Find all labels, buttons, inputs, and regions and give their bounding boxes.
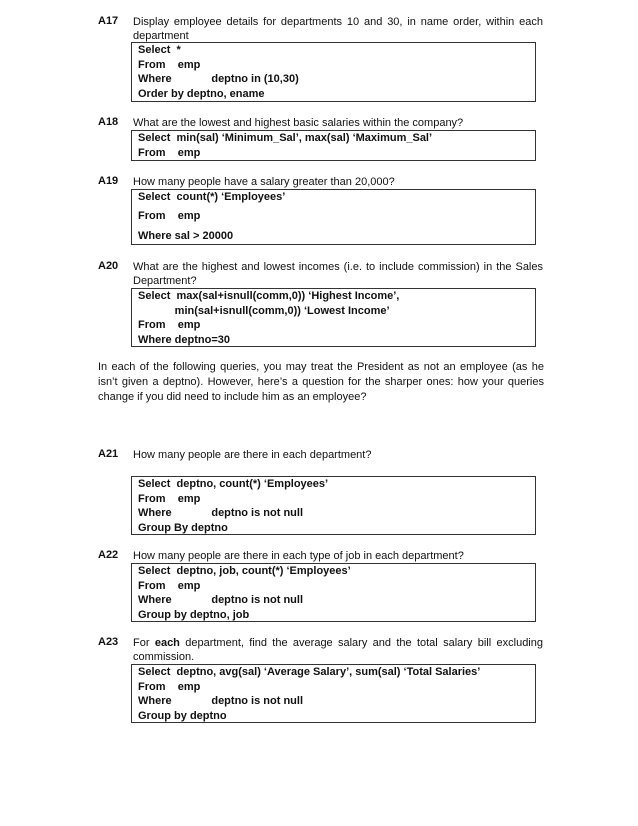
code-line: Select min(sal) ‘Minimum_Sal’, max(sal) ‘Maximum_Sal’ (138, 132, 433, 144)
question-text: What are the lowest and highest basic salaries within the company? (133, 117, 464, 129)
sql-code-box (131, 130, 536, 161)
question-text: What are the highest and lowest incomes (i.e. to include commission) in the Sales Department? (133, 261, 543, 287)
answer-id: A17 (98, 15, 119, 27)
question-emphasis: each (154, 637, 180, 649)
code-line: Where deptno in (10,30) (138, 73, 299, 85)
note-paragraph: In each of the following queries, you may treat the President as not an employee (as he isn’t given a deptno). However, here’s a question for the sharper ones: how your queries change if you did need to include him as an employee? (98, 361, 544, 403)
question-text-end: department, find the average salary and the total salary bill excluding commission. (133, 637, 543, 663)
question-text: How many people are there in each department? (133, 449, 372, 461)
code-line: From emp (138, 210, 201, 222)
answer-id: A23 (98, 636, 119, 648)
code-line: Group by deptno, job (138, 608, 250, 621)
code-line: Where deptno is not null (138, 507, 303, 519)
code-line: Group By deptno (138, 521, 228, 534)
sql-code-box (131, 476, 536, 535)
answer-id: A19 (98, 175, 119, 187)
question-text: Display employee details for departments 10 and 30, in name order, within each department (133, 16, 543, 42)
code-line: Where deptno is not null (138, 695, 303, 707)
code-line: Where deptno=30 (138, 333, 230, 346)
sql-code-box (131, 42, 536, 102)
question-text (133, 636, 543, 664)
code-line: Select count(*) ‘Employees’ (138, 191, 286, 203)
code-line: From emp (138, 58, 201, 71)
code-line: Order by deptno, ename (138, 87, 265, 100)
question-text: How many people are there in each type of job in each department? (133, 550, 464, 562)
code-line: Select max(sal+isnull(comm,0)) ‘Highest Income’, (138, 290, 400, 302)
code-line: From emp (138, 492, 201, 505)
code-line: From emp (138, 680, 201, 693)
code-line: Select deptno, job, count(*) ‘Employees’ (138, 565, 351, 577)
sql-code-box (131, 563, 536, 622)
sql-code-box (131, 189, 536, 245)
code-line: Where sal > 20000 (138, 230, 234, 242)
code-line: From emp (138, 579, 201, 592)
code-line: Select deptno, avg(sal) ‘Average Salary’, sum(sal) ‘Total Salaries’ (138, 666, 481, 678)
code-line: Group by deptno (138, 709, 227, 722)
answer-id: A20 (98, 260, 119, 272)
answer-id: A18 (98, 116, 119, 128)
code-line: Select * (138, 44, 181, 56)
code-line: From emp (138, 319, 201, 331)
sql-code-box (131, 288, 536, 347)
answer-id: A21 (98, 448, 119, 460)
question-text: How many people have a salary greater than 20,000? (133, 176, 395, 188)
code-line: Select deptno, count(*) ‘Employees’ (138, 478, 329, 490)
code-line: From emp (138, 146, 201, 159)
code-line: Where deptno is not null (138, 594, 303, 606)
sql-code-box (131, 664, 536, 723)
answer-id: A22 (98, 549, 119, 561)
code-line: min(sal+isnull(comm,0)) ‘Lowest Income’ (138, 304, 390, 317)
question-text-start: For (133, 637, 155, 649)
